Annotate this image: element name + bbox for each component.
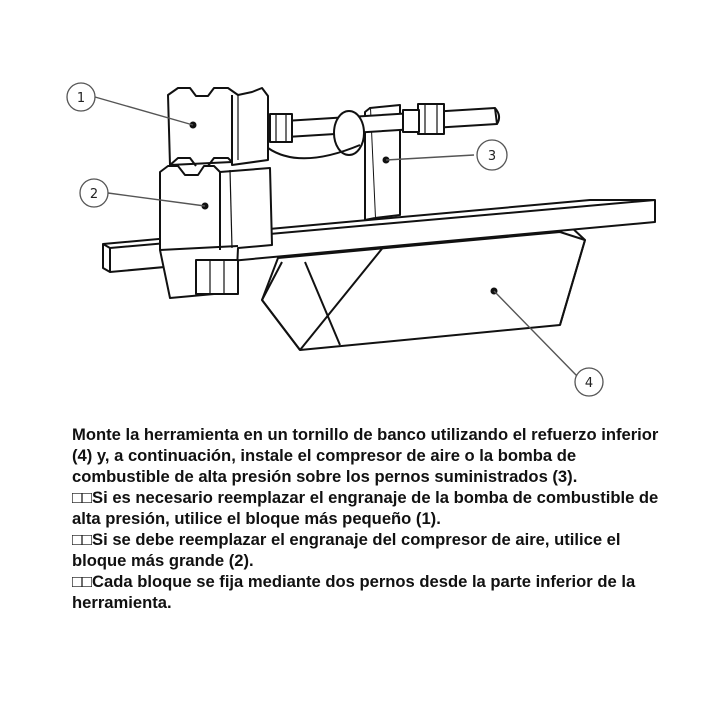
- callout-1-label: 1: [76, 91, 86, 106]
- intro-paragraph: Monte la herramienta en un tornillo de banco utilizando el refuerzo inferior (4) y, a continuación, instale el compresor de aire o la bomba de combustible de alta presión sobre los pernos suministrados (3).: [72, 425, 659, 486]
- small-block: [168, 88, 268, 166]
- instruction-small-block: □□Si es necesario reemplazar el engranaje de la bomba de combustible de alta presión, utilice el bloque más pequeño (1).: [72, 488, 659, 528]
- instruction-large-block: □□Si se debe reemplazar el engranaje del compresor de aire, utilice el bloque más grande (2).: [72, 530, 621, 570]
- instructions-text: [72, 424, 672, 613]
- large-block: [160, 166, 272, 298]
- callout-4-label: 4: [584, 376, 594, 391]
- instruction-block-fixing: □□Cada bloque se fija mediante dos pernos desde la parte inferior de la herramienta.: [72, 572, 636, 612]
- callout-2-label: 2: [89, 187, 99, 202]
- callout-3-label: 3: [487, 149, 497, 164]
